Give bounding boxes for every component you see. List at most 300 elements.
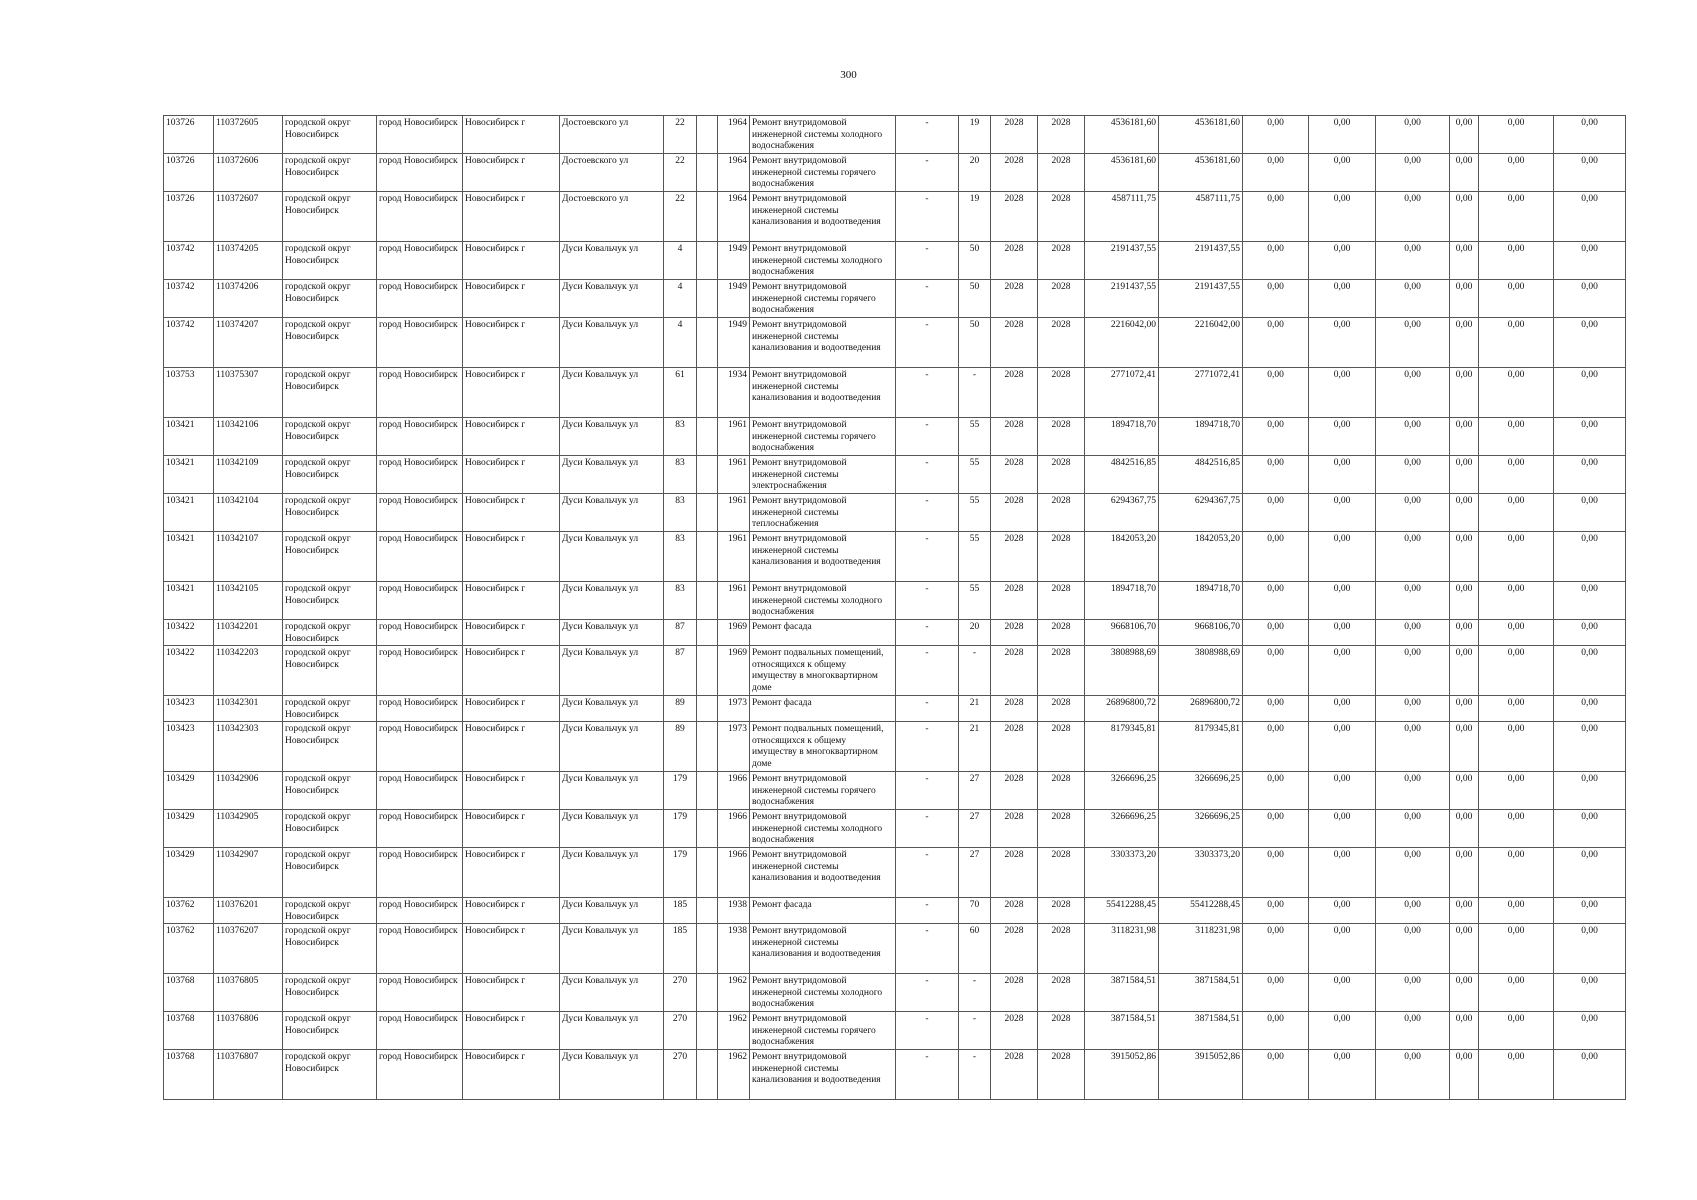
cell-fund-cost: 1842053,20 xyxy=(1159,532,1243,582)
cell-house-code: 103742 xyxy=(164,318,214,368)
cell-street: Дуси Ковальчук ул xyxy=(560,898,664,924)
cell-settlement: город Новосибирск xyxy=(377,974,463,1012)
cell-budget-federal: 0,00 xyxy=(1243,810,1309,848)
cell-work-type: Ремонт внутридомовой инженерной системы канализования и водоотведения xyxy=(750,318,896,368)
cell-city: Новосибирск г xyxy=(463,924,560,974)
cell-col-dash: - xyxy=(896,848,959,898)
cell-plan-year-end: 2028 xyxy=(1038,192,1085,242)
table-row xyxy=(164,620,1626,646)
cell-budget-regional: 0,00 xyxy=(1309,494,1376,532)
cell-other-source: 0,00 xyxy=(1450,368,1479,418)
cell-build-year: 1949 xyxy=(718,242,750,280)
cell-plan-year-start: 2028 xyxy=(991,620,1038,646)
cell-building-letter xyxy=(697,582,718,620)
cell-plan-year-end: 2028 xyxy=(1038,582,1085,620)
cell-house-code: 103422 xyxy=(164,646,214,696)
cell-city: Новосибирск г xyxy=(463,646,560,696)
cell-other-source: 0,00 xyxy=(1450,646,1479,696)
cell-budget-local: 0,00 xyxy=(1376,532,1450,582)
cell-col-dash: - xyxy=(896,368,959,418)
cell-col-dash: - xyxy=(896,974,959,1012)
cell-plan-year-end: 2028 xyxy=(1038,620,1085,646)
cell-col-dash: - xyxy=(896,418,959,456)
cell-plan-year-start: 2028 xyxy=(991,974,1038,1012)
table-row xyxy=(164,646,1626,696)
cell-building-letter xyxy=(697,1050,718,1100)
cell-total-cost: 3871584,51 xyxy=(1085,1012,1159,1050)
cell-reserve: 0,00 xyxy=(1554,532,1626,582)
cell-budget-regional: 0,00 xyxy=(1309,456,1376,494)
cell-reserve: 0,00 xyxy=(1554,456,1626,494)
cell-fund-cost: 3266696,25 xyxy=(1159,810,1243,848)
cell-house-code: 103421 xyxy=(164,456,214,494)
cell-fund-cost: 6294367,75 xyxy=(1159,494,1243,532)
table-row xyxy=(164,898,1626,924)
cell-build-year: 1961 xyxy=(718,532,750,582)
cell-city: Новосибирск г xyxy=(463,368,560,418)
cell-house-number: 22 xyxy=(664,154,697,192)
registry-table xyxy=(163,115,1626,1100)
cell-budget-local: 0,00 xyxy=(1376,1012,1450,1050)
cell-municipal-district: городской округ Новосибирск xyxy=(283,154,377,192)
cell-work-id: 110376806 xyxy=(214,1012,283,1050)
cell-total-cost: 2216042,00 xyxy=(1085,318,1159,368)
cell-other-source: 0,00 xyxy=(1450,280,1479,318)
cell-building-letter xyxy=(697,192,718,242)
cell-settlement: город Новосибирск xyxy=(377,192,463,242)
cell-municipal-district: городской округ Новосибирск xyxy=(283,620,377,646)
cell-fund-cost: 3871584,51 xyxy=(1159,974,1243,1012)
cell-work-id: 110375307 xyxy=(214,368,283,418)
cell-build-year: 1964 xyxy=(718,192,750,242)
cell-work-type: Ремонт внутридомовой инженерной системы канализования и водоотведения xyxy=(750,192,896,242)
cell-build-year: 1961 xyxy=(718,494,750,532)
cell-build-year: 1969 xyxy=(718,620,750,646)
cell-city: Новосибирск г xyxy=(463,582,560,620)
cell-plan-year-start: 2028 xyxy=(991,582,1038,620)
cell-total-cost: 3266696,25 xyxy=(1085,810,1159,848)
cell-wear-percent: 55 xyxy=(959,532,991,582)
cell-plan-year-start: 2028 xyxy=(991,924,1038,974)
cell-wear-percent: 19 xyxy=(959,192,991,242)
cell-fund-cost: 3118231,98 xyxy=(1159,924,1243,974)
table-row xyxy=(164,810,1626,848)
cell-total-cost: 26896800,72 xyxy=(1085,696,1159,722)
cell-budget-regional: 0,00 xyxy=(1309,810,1376,848)
cell-other-source: 0,00 xyxy=(1450,1012,1479,1050)
cell-work-id: 110342201 xyxy=(214,620,283,646)
cell-building-letter xyxy=(697,974,718,1012)
cell-wear-percent: 21 xyxy=(959,722,991,772)
cell-build-year: 1964 xyxy=(718,154,750,192)
cell-house-number: 83 xyxy=(664,418,697,456)
table-row xyxy=(164,318,1626,368)
cell-street: Дуси Ковальчук ул xyxy=(560,318,664,368)
cell-house-number: 179 xyxy=(664,810,697,848)
cell-house-number: 270 xyxy=(664,974,697,1012)
cell-city: Новосибирск г xyxy=(463,116,560,154)
cell-owners-funds: 0,00 xyxy=(1479,418,1554,456)
cell-house-code: 103726 xyxy=(164,154,214,192)
cell-owners-funds: 0,00 xyxy=(1479,154,1554,192)
cell-plan-year-end: 2028 xyxy=(1038,974,1085,1012)
cell-street: Дуси Ковальчук ул xyxy=(560,532,664,582)
cell-reserve: 0,00 xyxy=(1554,974,1626,1012)
cell-city: Новосибирск г xyxy=(463,192,560,242)
cell-house-number: 185 xyxy=(664,898,697,924)
cell-plan-year-end: 2028 xyxy=(1038,696,1085,722)
cell-street: Дуси Ковальчук ул xyxy=(560,810,664,848)
cell-city: Новосибирск г xyxy=(463,722,560,772)
cell-budget-federal: 0,00 xyxy=(1243,1050,1309,1100)
cell-work-type: Ремонт фасада xyxy=(750,898,896,924)
cell-settlement: город Новосибирск xyxy=(377,318,463,368)
cell-budget-regional: 0,00 xyxy=(1309,620,1376,646)
cell-fund-cost: 3808988,69 xyxy=(1159,646,1243,696)
cell-house-number: 4 xyxy=(664,280,697,318)
cell-street: Дуси Ковальчук ул xyxy=(560,646,664,696)
cell-work-id: 110372605 xyxy=(214,116,283,154)
table-row xyxy=(164,532,1626,582)
cell-municipal-district: городской округ Новосибирск xyxy=(283,722,377,772)
cell-budget-local: 0,00 xyxy=(1376,318,1450,368)
cell-other-source: 0,00 xyxy=(1450,242,1479,280)
cell-work-id: 110372606 xyxy=(214,154,283,192)
cell-municipal-district: городской округ Новосибирск xyxy=(283,532,377,582)
cell-wear-percent: - xyxy=(959,1012,991,1050)
cell-other-source: 0,00 xyxy=(1450,696,1479,722)
cell-total-cost: 3118231,98 xyxy=(1085,924,1159,974)
cell-city: Новосибирск г xyxy=(463,848,560,898)
cell-plan-year-start: 2028 xyxy=(991,494,1038,532)
cell-wear-percent: 55 xyxy=(959,418,991,456)
cell-city: Новосибирск г xyxy=(463,318,560,368)
table-row xyxy=(164,368,1626,418)
cell-total-cost: 3871584,51 xyxy=(1085,974,1159,1012)
cell-street: Дуси Ковальчук ул xyxy=(560,242,664,280)
cell-wear-percent: 20 xyxy=(959,154,991,192)
cell-total-cost: 6294367,75 xyxy=(1085,494,1159,532)
cell-work-id: 110342905 xyxy=(214,810,283,848)
cell-budget-federal: 0,00 xyxy=(1243,620,1309,646)
cell-col-dash: - xyxy=(896,924,959,974)
cell-wear-percent: 27 xyxy=(959,772,991,810)
cell-work-type: Ремонт внутридомовой инженерной системы канализования и водоотведения xyxy=(750,924,896,974)
cell-budget-federal: 0,00 xyxy=(1243,722,1309,772)
cell-budget-regional: 0,00 xyxy=(1309,696,1376,722)
cell-city: Новосибирск г xyxy=(463,242,560,280)
cell-reserve: 0,00 xyxy=(1554,368,1626,418)
cell-fund-cost: 4842516,85 xyxy=(1159,456,1243,494)
cell-budget-regional: 0,00 xyxy=(1309,848,1376,898)
cell-plan-year-start: 2028 xyxy=(991,368,1038,418)
cell-plan-year-end: 2028 xyxy=(1038,368,1085,418)
cell-build-year: 1973 xyxy=(718,722,750,772)
cell-settlement: город Новосибирск xyxy=(377,696,463,722)
cell-city: Новосибирск г xyxy=(463,898,560,924)
cell-col-dash: - xyxy=(896,532,959,582)
cell-house-number: 270 xyxy=(664,1012,697,1050)
cell-plan-year-end: 2028 xyxy=(1038,242,1085,280)
cell-settlement: город Новосибирск xyxy=(377,494,463,532)
cell-fund-cost: 3871584,51 xyxy=(1159,1012,1243,1050)
cell-plan-year-end: 2028 xyxy=(1038,898,1085,924)
cell-total-cost: 4587111,75 xyxy=(1085,192,1159,242)
cell-budget-regional: 0,00 xyxy=(1309,532,1376,582)
cell-other-source: 0,00 xyxy=(1450,192,1479,242)
cell-municipal-district: городской округ Новосибирск xyxy=(283,116,377,154)
cell-house-code: 103421 xyxy=(164,582,214,620)
cell-plan-year-end: 2028 xyxy=(1038,418,1085,456)
cell-plan-year-start: 2028 xyxy=(991,898,1038,924)
cell-municipal-district: городской округ Новосибирск xyxy=(283,974,377,1012)
cell-house-code: 103762 xyxy=(164,898,214,924)
cell-build-year: 1938 xyxy=(718,924,750,974)
cell-build-year: 1934 xyxy=(718,368,750,418)
cell-total-cost: 55412288,45 xyxy=(1085,898,1159,924)
cell-plan-year-start: 2028 xyxy=(991,646,1038,696)
page-number: 300 xyxy=(840,69,857,81)
cell-house-code: 103768 xyxy=(164,974,214,1012)
cell-col-dash: - xyxy=(896,494,959,532)
table-row xyxy=(164,280,1626,318)
cell-build-year: 1962 xyxy=(718,1050,750,1100)
cell-city: Новосибирск г xyxy=(463,1012,560,1050)
cell-municipal-district: городской округ Новосибирск xyxy=(283,1012,377,1050)
cell-budget-local: 0,00 xyxy=(1376,974,1450,1012)
cell-plan-year-start: 2028 xyxy=(991,1050,1038,1100)
cell-house-code: 103429 xyxy=(164,848,214,898)
cell-work-id: 110342907 xyxy=(214,848,283,898)
cell-work-type: Ремонт внутридомовой инженерной системы канализования и водоотведения xyxy=(750,532,896,582)
cell-building-letter xyxy=(697,418,718,456)
cell-work-type: Ремонт внутридомовой инженерной системы канализования и водоотведения xyxy=(750,848,896,898)
cell-house-number: 179 xyxy=(664,848,697,898)
cell-municipal-district: городской округ Новосибирск xyxy=(283,280,377,318)
cell-building-letter xyxy=(697,898,718,924)
cell-house-number: 22 xyxy=(664,192,697,242)
cell-budget-federal: 0,00 xyxy=(1243,898,1309,924)
cell-col-dash: - xyxy=(896,772,959,810)
cell-work-id: 110376807 xyxy=(214,1050,283,1100)
cell-street: Достоевского ул xyxy=(560,116,664,154)
cell-other-source: 0,00 xyxy=(1450,456,1479,494)
cell-fund-cost: 8179345,81 xyxy=(1159,722,1243,772)
cell-other-source: 0,00 xyxy=(1450,620,1479,646)
cell-city: Новосибирск г xyxy=(463,696,560,722)
cell-owners-funds: 0,00 xyxy=(1479,848,1554,898)
cell-total-cost: 3266696,25 xyxy=(1085,772,1159,810)
cell-work-id: 110342105 xyxy=(214,582,283,620)
cell-col-dash: - xyxy=(896,154,959,192)
cell-building-letter xyxy=(697,318,718,368)
cell-house-number: 185 xyxy=(664,924,697,974)
cell-other-source: 0,00 xyxy=(1450,116,1479,154)
cell-municipal-district: городской округ Новосибирск xyxy=(283,848,377,898)
cell-settlement: город Новосибирск xyxy=(377,368,463,418)
cell-other-source: 0,00 xyxy=(1450,494,1479,532)
cell-city: Новосибирск г xyxy=(463,494,560,532)
cell-house-code: 103768 xyxy=(164,1012,214,1050)
table-row xyxy=(164,974,1626,1012)
cell-budget-federal: 0,00 xyxy=(1243,696,1309,722)
cell-budget-federal: 0,00 xyxy=(1243,456,1309,494)
cell-col-dash: - xyxy=(896,722,959,772)
cell-col-dash: - xyxy=(896,456,959,494)
cell-build-year: 1961 xyxy=(718,582,750,620)
cell-building-letter xyxy=(697,456,718,494)
cell-owners-funds: 0,00 xyxy=(1479,368,1554,418)
cell-owners-funds: 0,00 xyxy=(1479,280,1554,318)
cell-col-dash: - xyxy=(896,242,959,280)
cell-budget-regional: 0,00 xyxy=(1309,924,1376,974)
cell-wear-percent: 55 xyxy=(959,456,991,494)
cell-city: Новосибирск г xyxy=(463,974,560,1012)
cell-reserve: 0,00 xyxy=(1554,582,1626,620)
cell-work-type: Ремонт внутридомовой инженерной системы теплоснабжения xyxy=(750,494,896,532)
cell-budget-local: 0,00 xyxy=(1376,154,1450,192)
cell-wear-percent: 50 xyxy=(959,318,991,368)
cell-settlement: город Новосибирск xyxy=(377,456,463,494)
cell-municipal-district: городской округ Новосибирск xyxy=(283,418,377,456)
cell-reserve: 0,00 xyxy=(1554,848,1626,898)
cell-settlement: город Новосибирск xyxy=(377,848,463,898)
cell-other-source: 0,00 xyxy=(1450,582,1479,620)
cell-owners-funds: 0,00 xyxy=(1479,116,1554,154)
cell-budget-federal: 0,00 xyxy=(1243,368,1309,418)
cell-total-cost: 3808988,69 xyxy=(1085,646,1159,696)
cell-budget-federal: 0,00 xyxy=(1243,494,1309,532)
cell-total-cost: 9668106,70 xyxy=(1085,620,1159,646)
cell-owners-funds: 0,00 xyxy=(1479,772,1554,810)
cell-settlement: город Новосибирск xyxy=(377,924,463,974)
cell-budget-local: 0,00 xyxy=(1376,898,1450,924)
cell-street: Дуси Ковальчук ул xyxy=(560,848,664,898)
cell-reserve: 0,00 xyxy=(1554,1012,1626,1050)
cell-city: Новосибирск г xyxy=(463,1050,560,1100)
cell-plan-year-start: 2028 xyxy=(991,456,1038,494)
cell-house-number: 270 xyxy=(664,1050,697,1100)
cell-building-letter xyxy=(697,242,718,280)
cell-building-letter xyxy=(697,532,718,582)
cell-plan-year-start: 2028 xyxy=(991,192,1038,242)
cell-budget-regional: 0,00 xyxy=(1309,192,1376,242)
cell-municipal-district: городской округ Новосибирск xyxy=(283,582,377,620)
cell-total-cost: 1894718,70 xyxy=(1085,582,1159,620)
cell-street: Дуси Ковальчук ул xyxy=(560,772,664,810)
cell-owners-funds: 0,00 xyxy=(1479,974,1554,1012)
cell-municipal-district: городской округ Новосибирск xyxy=(283,456,377,494)
table-row xyxy=(164,418,1626,456)
cell-street: Дуси Ковальчук ул xyxy=(560,722,664,772)
cell-budget-federal: 0,00 xyxy=(1243,418,1309,456)
cell-other-source: 0,00 xyxy=(1450,532,1479,582)
cell-wear-percent: 19 xyxy=(959,116,991,154)
cell-wear-percent: - xyxy=(959,646,991,696)
table-row xyxy=(164,1050,1626,1100)
cell-fund-cost: 1894718,70 xyxy=(1159,582,1243,620)
cell-wear-percent: 55 xyxy=(959,494,991,532)
cell-plan-year-end: 2028 xyxy=(1038,810,1085,848)
cell-total-cost: 1842053,20 xyxy=(1085,532,1159,582)
cell-settlement: город Новосибирск xyxy=(377,418,463,456)
cell-house-code: 103768 xyxy=(164,1050,214,1100)
cell-budget-federal: 0,00 xyxy=(1243,582,1309,620)
cell-budget-regional: 0,00 xyxy=(1309,280,1376,318)
cell-municipal-district: городской округ Новосибирск xyxy=(283,898,377,924)
cell-reserve: 0,00 xyxy=(1554,810,1626,848)
table-row xyxy=(164,154,1626,192)
cell-budget-federal: 0,00 xyxy=(1243,280,1309,318)
cell-municipal-district: городской округ Новосибирск xyxy=(283,368,377,418)
cell-plan-year-start: 2028 xyxy=(991,848,1038,898)
cell-wear-percent: 21 xyxy=(959,696,991,722)
cell-settlement: город Новосибирск xyxy=(377,1050,463,1100)
table-row xyxy=(164,242,1626,280)
cell-reserve: 0,00 xyxy=(1554,494,1626,532)
cell-owners-funds: 0,00 xyxy=(1479,318,1554,368)
cell-fund-cost: 4536181,60 xyxy=(1159,116,1243,154)
cell-col-dash: - xyxy=(896,318,959,368)
cell-wear-percent: 55 xyxy=(959,582,991,620)
cell-work-type: Ремонт внутридомовой инженерной системы холодного водоснабжения xyxy=(750,242,896,280)
cell-plan-year-start: 2028 xyxy=(991,318,1038,368)
cell-budget-local: 0,00 xyxy=(1376,494,1450,532)
cell-owners-funds: 0,00 xyxy=(1479,582,1554,620)
cell-plan-year-start: 2028 xyxy=(991,154,1038,192)
cell-house-code: 103742 xyxy=(164,242,214,280)
cell-owners-funds: 0,00 xyxy=(1479,722,1554,772)
cell-municipal-district: городской округ Новосибирск xyxy=(283,192,377,242)
cell-budget-local: 0,00 xyxy=(1376,1050,1450,1100)
cell-street: Дуси Ковальчук ул xyxy=(560,696,664,722)
cell-settlement: город Новосибирск xyxy=(377,1012,463,1050)
cell-owners-funds: 0,00 xyxy=(1479,1012,1554,1050)
table-row xyxy=(164,494,1626,532)
cell-col-dash: - xyxy=(896,1012,959,1050)
cell-work-id: 110342301 xyxy=(214,696,283,722)
cell-building-letter xyxy=(697,848,718,898)
table-row xyxy=(164,1012,1626,1050)
cell-wear-percent: 60 xyxy=(959,924,991,974)
cell-col-dash: - xyxy=(896,116,959,154)
cell-building-letter xyxy=(697,722,718,772)
cell-wear-percent: - xyxy=(959,1050,991,1100)
cell-work-type: Ремонт внутридомовой инженерной системы горячего водоснабжения xyxy=(750,280,896,318)
registry-table-body xyxy=(164,116,1626,1100)
cell-total-cost: 2191437,55 xyxy=(1085,280,1159,318)
cell-house-code: 103421 xyxy=(164,532,214,582)
table-row xyxy=(164,116,1626,154)
cell-city: Новосибирск г xyxy=(463,620,560,646)
cell-plan-year-start: 2028 xyxy=(991,696,1038,722)
cell-municipal-district: городской округ Новосибирск xyxy=(283,772,377,810)
cell-col-dash: - xyxy=(896,646,959,696)
cell-street: Дуси Ковальчук ул xyxy=(560,456,664,494)
cell-plan-year-end: 2028 xyxy=(1038,154,1085,192)
cell-municipal-district: городской округ Новосибирск xyxy=(283,810,377,848)
cell-work-type: Ремонт внутридомовой инженерной системы холодного водоснабжения xyxy=(750,974,896,1012)
cell-plan-year-end: 2028 xyxy=(1038,532,1085,582)
cell-col-dash: - xyxy=(896,280,959,318)
cell-reserve: 0,00 xyxy=(1554,898,1626,924)
table-row xyxy=(164,456,1626,494)
cell-house-code: 103421 xyxy=(164,418,214,456)
cell-fund-cost: 55412288,45 xyxy=(1159,898,1243,924)
cell-building-letter xyxy=(697,646,718,696)
cell-budget-regional: 0,00 xyxy=(1309,116,1376,154)
cell-house-number: 83 xyxy=(664,582,697,620)
